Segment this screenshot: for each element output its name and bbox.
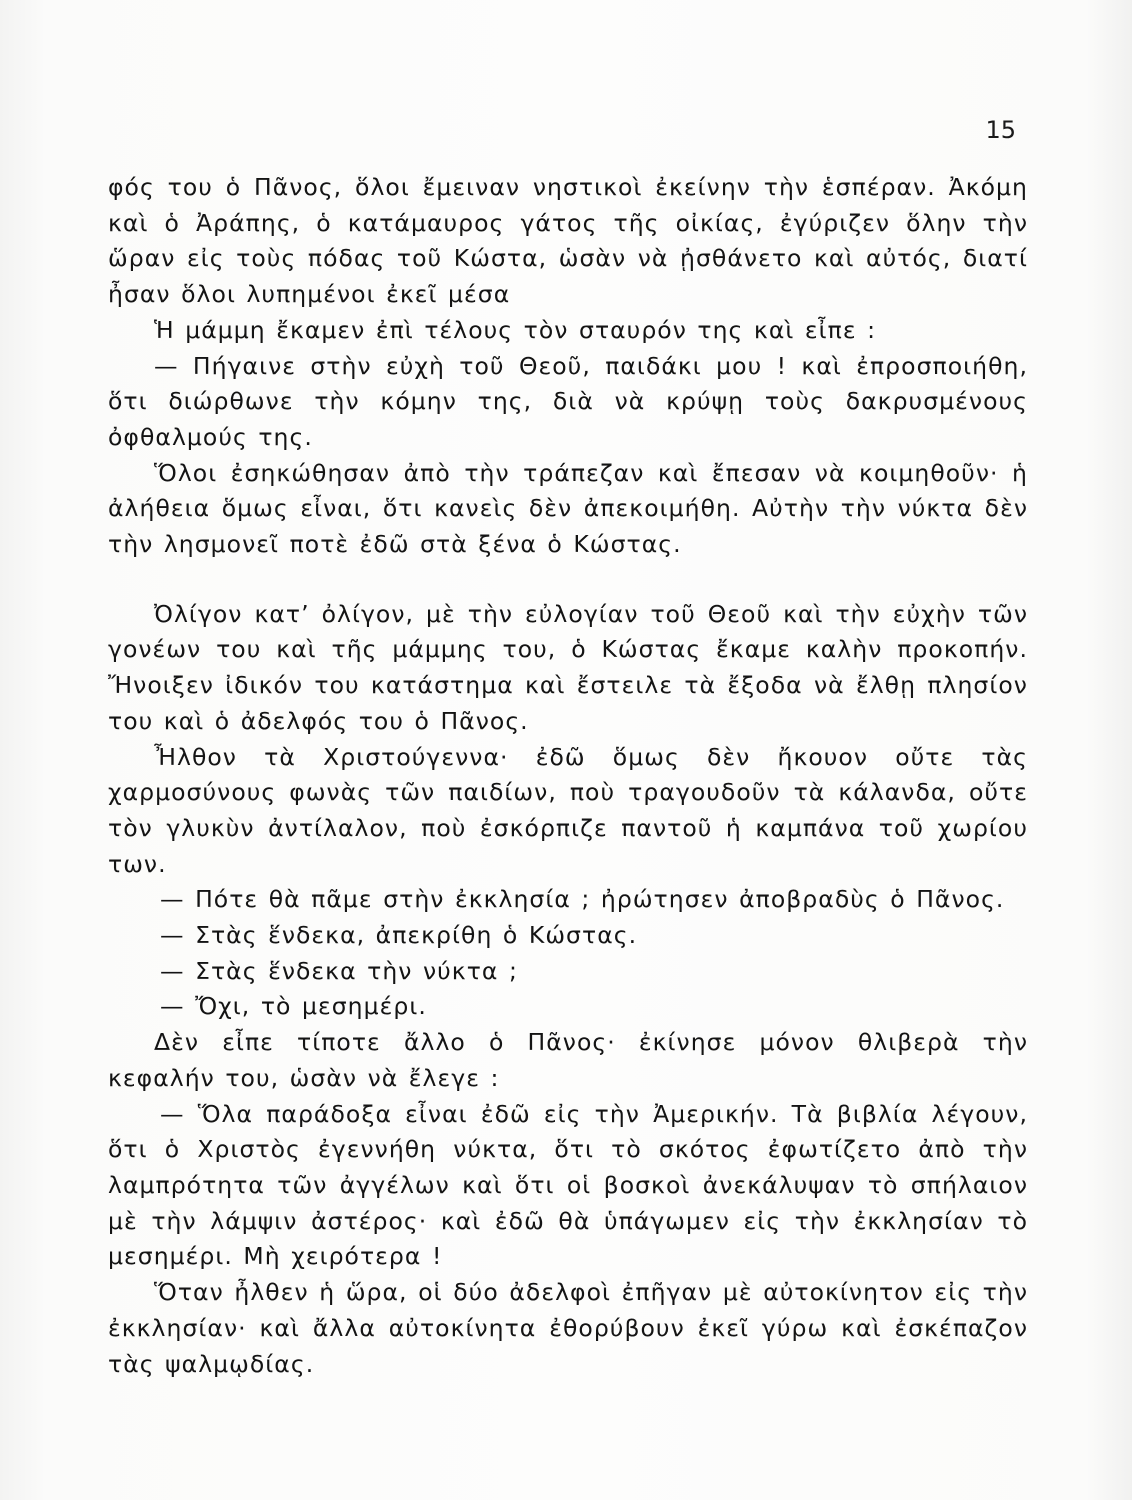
- paragraph: Ὅταν ἦλθεν ἡ ὥρα, οἱ δύο ἀδελφοὶ ἐπῆγαν μὲ αὐτοκίνητον εἰς τὴν ἐκκλησίαν· καὶ ἄλλα αὐτοκίνητα ἐθορύβουν ἐκεῖ γύρω καὶ ἐσκέπαζον τὰς ψαλμῳδίας.: [108, 1278, 1028, 1378]
- paragraph: Δὲν εἶπε τίποτε ἄλλο ὁ Πᾶνος· ἐκίνησε μόνον θλιβερὰ τὴν κεφαλήν του, ὡσὰν νὰ ἔλεγε :: [108, 1028, 1028, 1092]
- dialogue-line: — Ὅλα παράδοξα εἶναι ἐδῶ εἰς τὴν Ἀμερικήν. Τὰ βιβλία λέγουν, ὅτι ὁ Χριστὸς ἐγεννήθη νύκτα, ὅτι τὸ σκότος ἐφωτίζετο ἀπὸ τὴν λαμπρότητα τῶν ἀγγέλων καὶ ὅτι οἱ βοσκοὶ ἀνεκάλυψαν τὸ σπήλαιον μὲ τὴν λάμψιν ἀστέρος· καὶ ἐδῶ θὰ ὑπάγωμεν εἰς τὴν ἐκκλησίαν τὸ μεσημέρι. Μὴ χειρότερα !: [108, 1099, 1028, 1271]
- paragraph: Ἡ μάμμη ἔκαμεν ἐπὶ τέλους τὸν σταυρόν της καὶ εἶπε :: [154, 315, 877, 344]
- body-text: [108, 170, 1028, 1382]
- dialogue-line: — Ὄχι, τὸ μεσημέρι.: [160, 992, 427, 1021]
- page-number: 15: [985, 116, 1016, 144]
- paragraph: Ὀλίγον κατ’ ὀλίγον, μὲ τὴν εὐλογίαν τοῦ Θεοῦ καὶ τὴν εὐχὴν τῶν γονέων του καὶ τῆς μάμμης του, ὁ Κώστας ἔκαμε καλὴν προκοπήν. Ἤνοιξεν ἰδικόν του κατάστημα καὶ ἔστειλε τὰ ἔξοδα νὰ ἔλθῃ πλησίον του καὶ ὁ ἀδελφός του ὁ Πᾶνος.: [108, 599, 1028, 735]
- paragraph: Ὅλοι ἐσηκώθησαν ἀπὸ τὴν τράπεζαν καὶ ἔπεσαν νὰ κοιμηθοῦν· ἡ ἀλήθεια ὅμως εἶναι, ὅτι κανεὶς δὲν ἀπεκοιμήθη. Αὐτὴν τὴν νύκτα δὲν τὴν λησμονεῖ ποτὲ ἐδῶ στὰ ξένα ὁ Κώστας.: [108, 458, 1028, 559]
- dialogue-line: — Πότε θὰ πᾶμε στὴν ἐκκλησία ; ἠρώτησεν ἀποβραδὺς ὁ Πᾶνος.: [160, 885, 1005, 914]
- section-break: [108, 563, 1028, 597]
- dialogue-line: — Στὰς ἕνδεκα τὴν νύκτα ;: [160, 956, 518, 985]
- paragraph: φός του ὁ Πᾶνος, ὅλοι ἔμειναν νηστικοὶ ἐκείνην τὴν ἑσπέραν. Ἀκόμη καὶ ὁ Ἀράπης, ὁ κατάμαυρος γάτος τῆς οἰκίας, ἐγύριζεν ὅλην τὴν ὥραν εἰς τοὺς πόδας τοῦ Κώστα, ὡσὰν νὰ ᾐσθάνετο καὶ αὐτός, διατί ἦσαν ὅλοι λυπημένοι ἐκεῖ μέσα: [108, 173, 1028, 309]
- paragraph: Ἦλθον τὰ Χριστούγεννα· ἐδῶ ὅμως δὲν ἤκουον οὔτε τὰς χαρμοσύνους φωνὰς τῶν παιδίων, ποὺ τραγουδοῦν τὰ κάλανδα, οὔτε τὸν γλυκὺν ἀντίλαλον, ποὺ ἐσκόρπιζε παντοῦ ἡ καμπάνα τοῦ χωρίου των.: [108, 742, 1028, 878]
- paragraph: — Πήγαινε στὴν εὐχὴ τοῦ Θεοῦ, παιδάκι μου ! καὶ ἐπροσποιήθη, ὅτι διώρθωνε τὴν κόμην της, διὰ νὰ κρύψῃ τοὺς δακρυσμένους ὀφθαλμούς της.: [108, 351, 1028, 451]
- dialogue-line: — Στὰς ἕνδεκα, ἀπεκρίθη ὁ Κώστας.: [160, 921, 638, 950]
